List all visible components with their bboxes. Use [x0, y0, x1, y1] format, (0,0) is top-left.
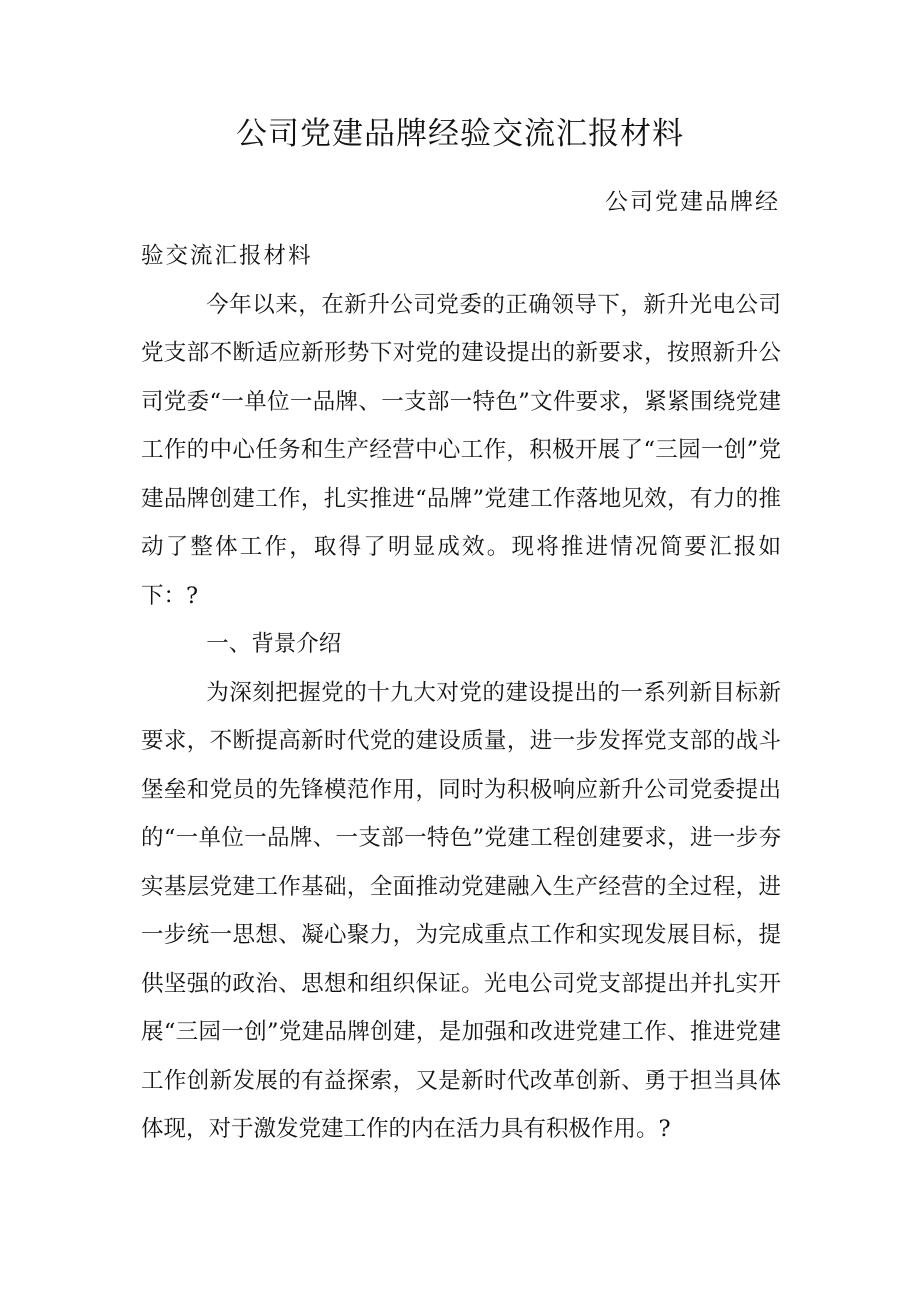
section-heading: 一、背景介绍	[206, 631, 342, 657]
background-paragraph: 为深刻把握党的十九大对党的建设提出的一系列新目标新要求，不断提高新时代党的建设质量，进一步发挥党支部的战斗堡垒和党员的先锋模范作用，同时为积极响应新升公司党委提出的“一单位一品牌、一支部一特色”党建工程创建要求，进一步夯实基层党建工作基础，全面推动党建融入生产经营的全过程，进一步统一思想、凝心聚力，为完成重点工作和实现发展目标，提供坚强的政治、思想和组织保证。光电公司党支部提出并扎实开展“三园一创”党建品牌创建，是加强和改进党建工作、推进党建工作创新发展的有益探索，又是新时代改革创新、勇于担当具体体现，对于激发党建工作的内在活力具有积极作用。?	[141, 679, 781, 1142]
subtitle-continuation: 验交流汇报材料	[141, 243, 313, 269]
intro-paragraph: 今年以来，在新升公司党委的正确领导下，新升光电公司党支部不断适应新形势下对党的建设提出的新要求，按照新升公司党委“一单位一品牌、一支部一特色”文件要求，紧紧围绕党建工作的中心任务和生产经营中心工作，积极开展了“三园一创”党建品牌创建工作，扎实推进“品牌”党建工作落地见效，有力的推动了整体工作，取得了明显成效。现将推进情况简要汇报如下：?	[141, 291, 781, 609]
document-body	[141, 232, 781, 1154]
subtitle-line: 公司党建品牌经	[605, 189, 780, 215]
document-title: 公司党建品牌经验交流汇报材料	[236, 116, 684, 152]
